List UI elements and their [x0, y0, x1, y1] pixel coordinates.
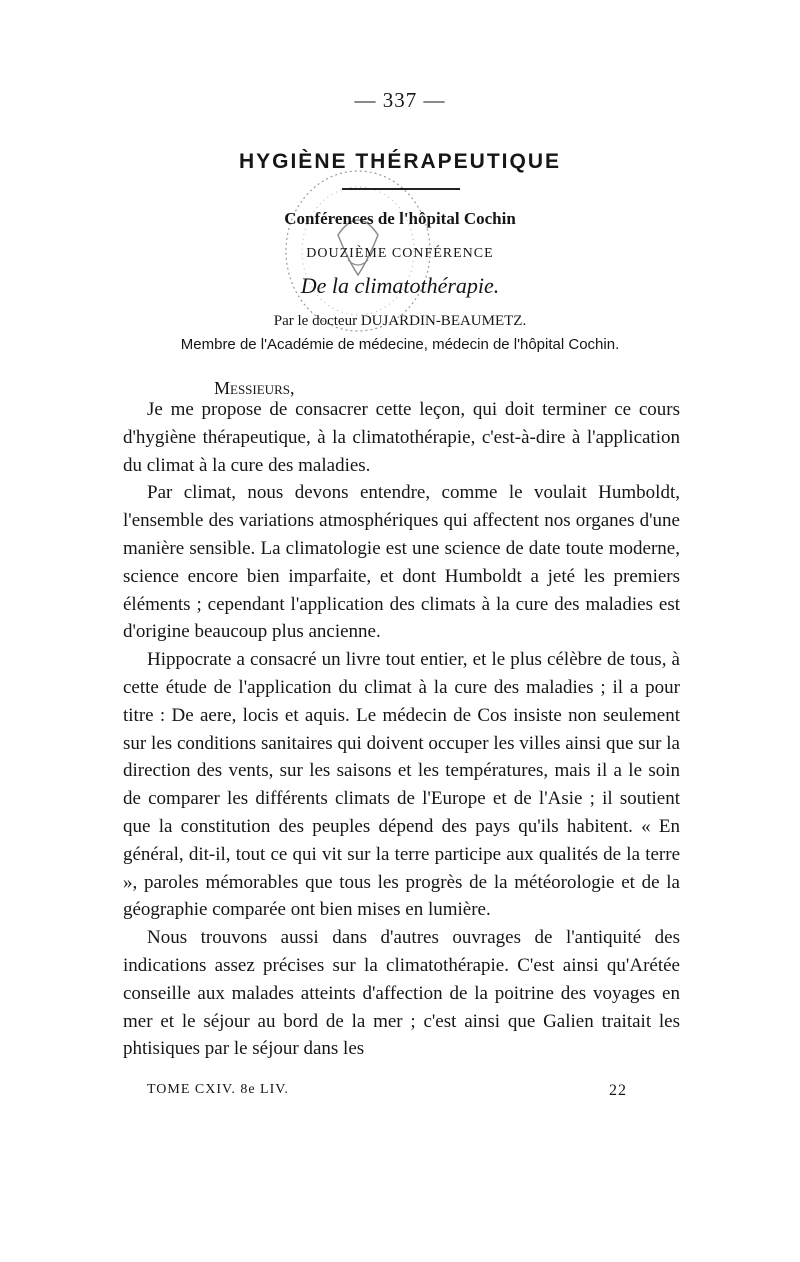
volume-signature: TOME CXIV. 8e LIV.: [147, 1082, 290, 1097]
page-footer: [147, 1082, 627, 1098]
page-number: — 337 —: [354, 88, 446, 112]
salutation: Messieurs,: [214, 378, 295, 398]
conference-subtitle: Conférences de l'hôpital Cochin: [284, 209, 516, 228]
section-title: HYGIÈNE THÉRAPEUTIQUE: [238, 150, 562, 173]
lecture-topic: De la climatothérapie.: [300, 273, 500, 298]
paragraph: Par climat, nous devons entendre, comme le voulait Humboldt, l'ensemble des variations atmosphériques qui affectent nos organes d'une manière sensible. La climatologie est une science de date toute moderne, science encore bien imparfaite, et dont Humboldt a jeté les premiers éléments ; cependant l'application des climats à la cure des maladies est d'origine beaucoup plus ancienne.: [123, 482, 680, 643]
body-text: [123, 396, 680, 1063]
author-affiliation: Membre de l'Académie de médecine, médecin de l'hôpital Cochin.: [180, 336, 620, 353]
title-rule: [342, 188, 460, 190]
paragraph: Nous trouvons aussi dans d'autres ouvrages de l'antiquité des indications assez précises sur la climatothérapie. C'est ainsi qu'Arétée conseille aux malades atteints d'affection de la poitrine des voyages en mer et le séjour au bord de la mer ; c'est ainsi que Galien traitait les phtisiques par le séjour dans les: [123, 927, 680, 1060]
author-line: Par le docteur DUJARDIN-BEAUMETZ.: [273, 313, 527, 329]
paragraph: Hippocrate a consacré un livre tout entier, et le plus célèbre de tous, à cette étude de l'application du climat à la cure des maladies ; il a pour titre : De aere, locis et aquis. Le médecin de Cos insiste non seulement sur les conditions sanitaires qui doivent occuper les villes ainsi que sur la direction des vents, sur les saisons et les températures, mais il a le soin de comparer les différents climats de l'Europe et de l'Asie ; il soutient que la constitution des peuples dépend des pays qu'ils habitent. « En général, dit-il, tout ce qui vit sur la terre participe aux qualités de la terre », paroles mémorables que tous les progrès de la météorologie et de la géographie comparée ont bien mises en lumière.: [123, 649, 680, 921]
lecture-number: DOUZIÈME CONFÉRENCE: [306, 246, 494, 261]
paragraph: Je me propose de consacrer cette leçon, qui doit terminer ce cours d'hygiène thérapeutique, à la climatothérapie, c'est-à-dire à l'application du climat à la cure des maladies.: [123, 399, 680, 476]
gathering-number: 22: [609, 1082, 627, 1099]
